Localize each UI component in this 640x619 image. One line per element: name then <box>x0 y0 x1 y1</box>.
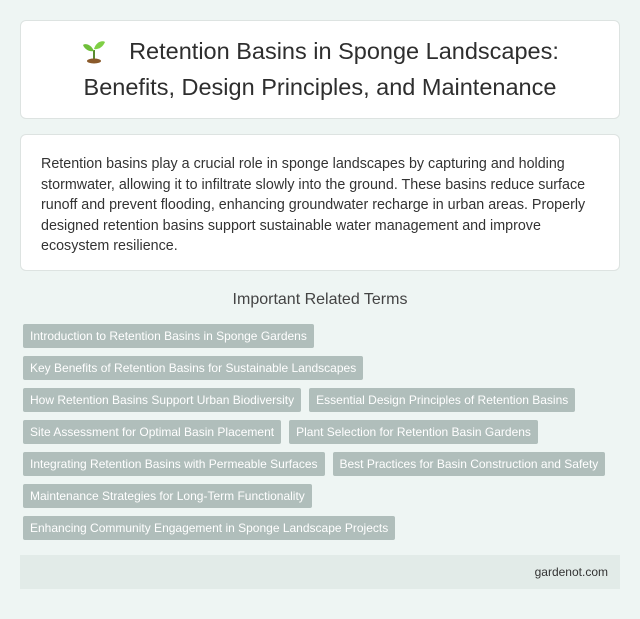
related-term-tag[interactable]: Key Benefits of Retention Basins for Sustainable Landscapes <box>23 356 363 380</box>
related-terms-heading: Important Related Terms <box>232 291 408 308</box>
related-term-tag[interactable]: Essential Design Principles of Retention Basins <box>309 388 575 412</box>
related-term-tag[interactable]: Enhancing Community Engagement in Sponge Landscape Projects <box>23 516 395 540</box>
related-term-tag[interactable]: How Retention Basins Support Urban Biodiversity <box>23 388 301 412</box>
intro-card <box>20 134 620 271</box>
page-title-text: Retention Basins in Sponge Landscapes: Benefits, Design Principles, and Maintenance <box>83 38 559 100</box>
title-card <box>20 20 620 119</box>
related-term-tag[interactable]: Introduction to Retention Basins in Sponge Gardens <box>23 324 314 348</box>
sprout-icon <box>81 38 107 72</box>
related-term-tag[interactable]: Site Assessment for Optimal Basin Placement <box>23 420 281 444</box>
related-term-tag[interactable]: Best Practices for Basin Construction and Safety <box>333 452 606 476</box>
intro-paragraph: Retention basins play a crucial role in sponge landscapes by capturing and holding stormwater, allowing it to infiltrate slowly into the ground. These basins reduce surface runoff and prevent flooding, enhancing groundwater recharge in urban areas. Properly designed retention basins support sustainable water management and improve ecosystem resilience. <box>41 156 586 254</box>
footer-site-link[interactable]: gardenot.com <box>534 565 608 579</box>
page-title <box>61 36 579 103</box>
related-terms-list <box>23 324 623 540</box>
footer <box>20 555 620 589</box>
related-term-tag[interactable]: Plant Selection for Retention Basin Gardens <box>289 420 538 444</box>
related-term-tag[interactable]: Integrating Retention Basins with Permeable Surfaces <box>23 452 325 476</box>
related-term-tag[interactable]: Maintenance Strategies for Long-Term Functionality <box>23 484 312 508</box>
